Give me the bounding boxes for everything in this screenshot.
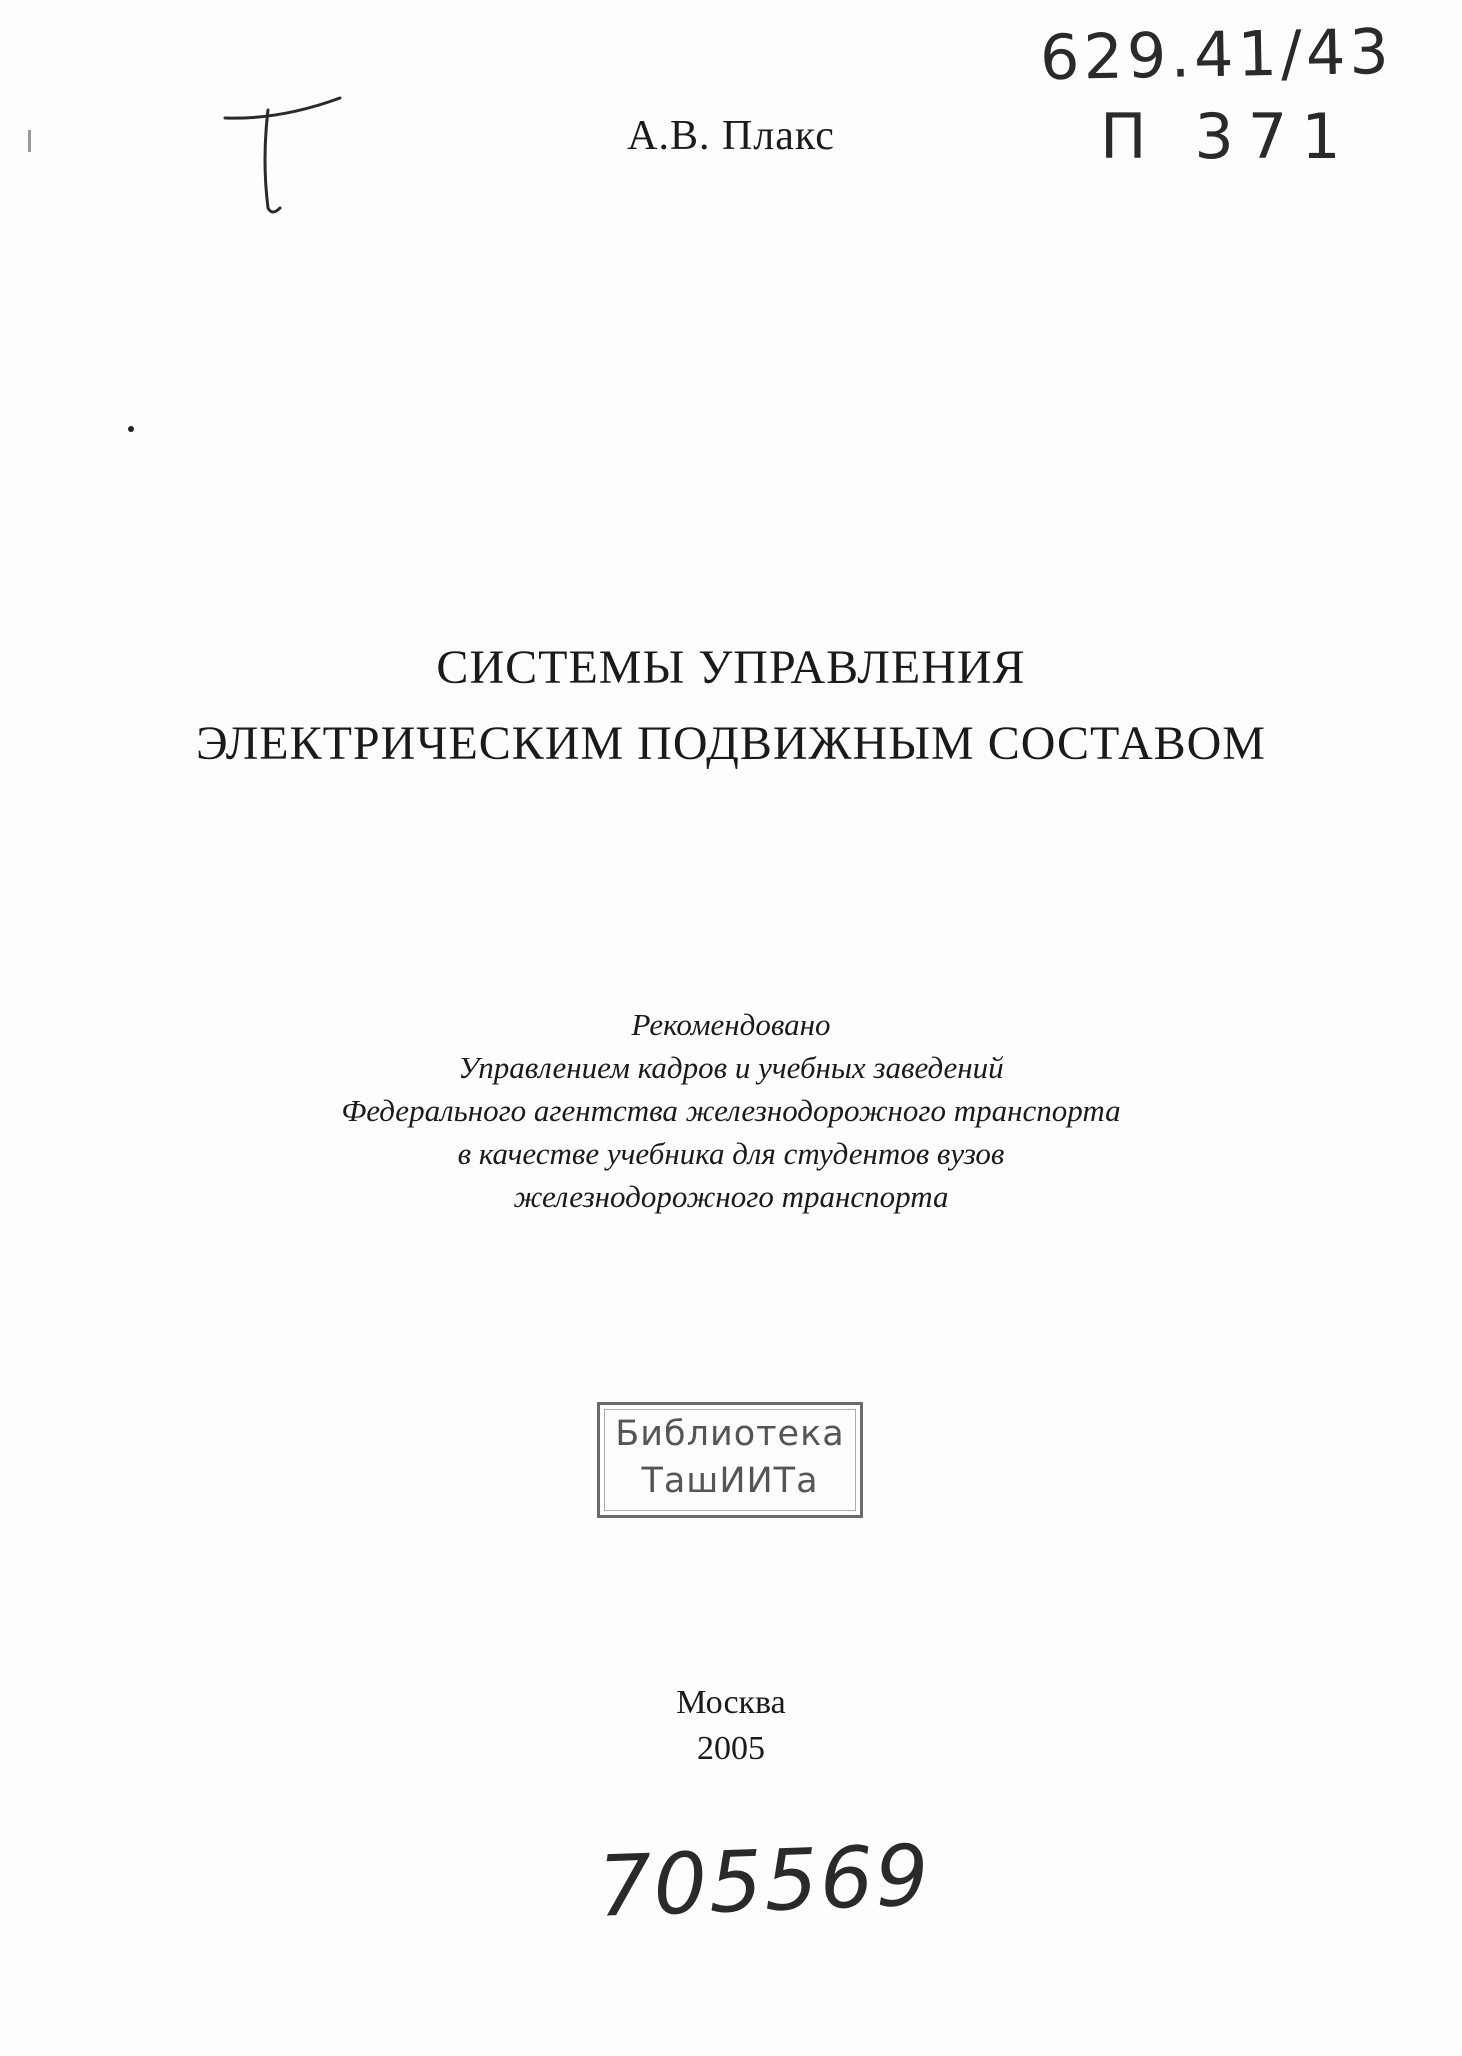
handwritten-shelf-mark: П 371 — [1100, 100, 1355, 173]
handwritten-inventory-number: 705569 — [596, 1826, 933, 1936]
recommendation-line-3: Федерального агентства железнодорожного транспорта — [341, 1093, 1121, 1128]
library-stamp-inner-border — [604, 1409, 856, 1511]
book-title-line-2: ЭЛЕКТРИЧЕСКИМ ПОДВИЖНЫМ СОСТАВОМ — [196, 717, 1266, 770]
recommendation-line-1: Рекомендовано — [631, 1007, 831, 1042]
library-stamp-line-2: ТашИИТа — [641, 1461, 819, 1501]
library-stamp-line-1: Библиотека — [615, 1414, 845, 1454]
handwritten-shelf-code: 629.41/43 — [1039, 14, 1394, 95]
stray-dot-mark — [128, 426, 134, 432]
author-name: А.В. Плакс — [627, 113, 835, 159]
recommendation-line-5: железнодорожного транспорта — [513, 1179, 949, 1214]
publication-city: Москва — [676, 1684, 786, 1721]
recommendation-line-4: в качестве учебника для студентов вузов — [457, 1136, 1005, 1171]
book-title-line-1: СИСТЕМЫ УПРАВЛЕНИЯ — [436, 641, 1026, 694]
recommendation-line-2: Управлением кадров и учебных заведений — [458, 1050, 1004, 1085]
library-stamp — [597, 1402, 863, 1518]
publication-year: 2005 — [697, 1730, 765, 1767]
